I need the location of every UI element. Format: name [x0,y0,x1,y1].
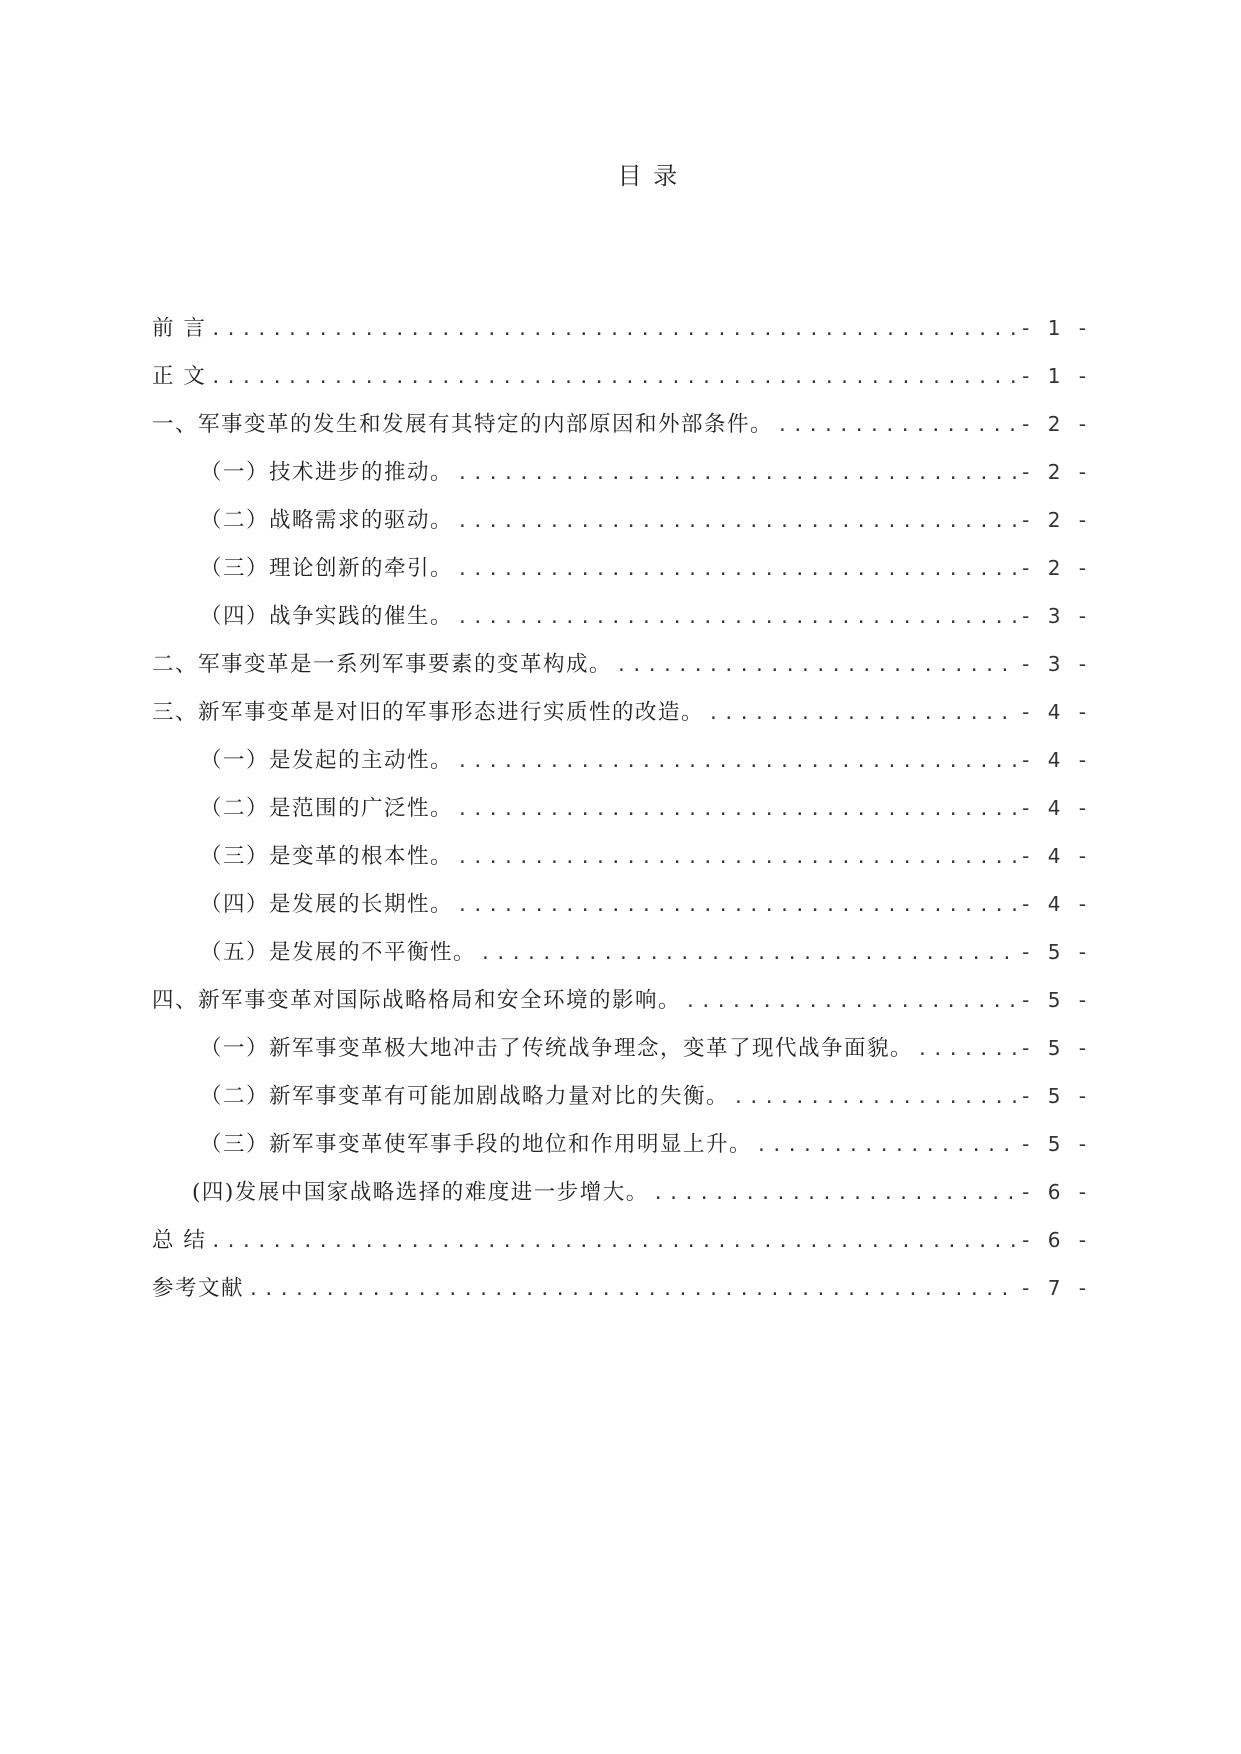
toc-entry-text: 前 言 [152,316,207,341]
dot-leader [457,746,1018,778]
toc-page-number: - 4 - [1022,796,1092,820]
toc-entry-text: 总 结 [152,1228,207,1253]
toc-page-number: - 6 - [1022,1228,1092,1252]
toc-page-number: - 2 - [1022,460,1092,484]
toc-entry-text: (四)发展中国家战略选择的难度进一步增大。 [192,1180,649,1205]
toc-entry[interactable] [152,744,1092,792]
dot-leader [457,794,1018,826]
dot-leader [917,1034,1018,1066]
dot-leader [708,698,1018,730]
toc-page-number: - 2 - [1022,556,1092,580]
toc-entry[interactable] [152,840,1092,888]
dot-leader [756,1130,1018,1162]
toc-page-number: - 4 - [1022,892,1092,916]
toc-entry[interactable] [152,600,1092,648]
toc-page-number: - 3 - [1022,604,1092,628]
toc-entry[interactable] [152,696,1092,744]
toc-entry-text: 三、新军事变革是对旧的军事形态进行实质性的改造。 [152,700,705,725]
toc-page-number: - 5 - [1022,1132,1092,1156]
toc-entry-text: （二）是范围的广泛性。 [200,796,454,821]
dot-leader [457,890,1018,922]
table-of-contents [152,312,1092,1320]
toc-entry-text: （一）新军事变革极大地冲击了传统战争理念，变革了现代战争面貌。 [200,1036,914,1061]
dot-leader [457,458,1018,490]
toc-page-number: - 2 - [1022,508,1092,532]
dot-leader [616,650,1018,682]
toc-entry-text: 二、军事变革是一系列军事要素的变革构成。 [152,652,613,677]
toc-entry[interactable] [152,312,1092,360]
dot-leader [733,1082,1018,1114]
toc-entry[interactable] [152,936,1092,984]
toc-page-number: - 4 - [1022,748,1092,772]
toc-entry-text: （一）技术进步的推动。 [200,460,454,485]
toc-entry-text: （三）理论创新的牵引。 [200,556,454,581]
toc-page-number: - 1 - [1022,364,1092,388]
toc-entry-text: （一）是发起的主动性。 [200,748,454,773]
toc-entry-text: 四、新军事变革对国际战略格局和安全环境的影响。 [152,988,682,1013]
dot-leader [457,842,1018,874]
toc-entry[interactable] [152,888,1092,936]
toc-entry-text: （四）是发展的长期性。 [200,892,454,917]
toc-entry-text: （二）战略需求的驱动。 [200,508,454,533]
toc-page-number: - 7 - [1022,1276,1092,1300]
dot-leader [685,986,1018,1018]
toc-entry[interactable] [152,360,1092,408]
toc-page-number: - 5 - [1022,1084,1092,1108]
toc-entry[interactable] [152,984,1092,1032]
toc-entry[interactable] [152,1272,1092,1320]
toc-entry-text: 正 文 [152,364,207,389]
toc-entry[interactable] [152,1032,1092,1080]
toc-entry-text: （三）新军事变革使军事手段的地位和作用明显上升。 [200,1132,753,1157]
toc-entry-text: 一、军事变革的发生和发展有其特定的内部原因和外部条件。 [152,412,774,437]
dot-leader [210,314,1018,346]
toc-page-number: - 3 - [1022,652,1092,676]
toc-entry-text: 参考文献 [152,1276,245,1301]
toc-page-number: - 5 - [1022,940,1092,964]
toc-entry[interactable] [152,648,1092,696]
toc-page-number: - 1 - [1022,316,1092,340]
toc-title: 目 录 [617,162,680,190]
toc-entry[interactable] [152,1128,1092,1176]
toc-entry-text: （三）是变革的根本性。 [200,844,454,869]
toc-entry[interactable] [152,1224,1092,1272]
toc-entry[interactable] [152,1176,1092,1224]
toc-entry-text: （五）是发展的不平衡性。 [200,940,477,965]
dot-leader [777,410,1018,442]
dot-leader [248,1274,1018,1306]
toc-page-number: - 6 - [1022,1180,1092,1204]
toc-entry[interactable] [152,504,1092,552]
dot-leader [457,602,1018,634]
toc-entry[interactable] [152,792,1092,840]
dot-leader [210,362,1018,394]
toc-page-number: - 4 - [1022,700,1092,724]
dot-leader [457,554,1018,586]
toc-entry-text: （二）新军事变革有可能加剧战略力量对比的失衡。 [200,1084,730,1109]
toc-entry-text: （四）战争实践的催生。 [200,604,454,629]
toc-entry[interactable] [152,408,1092,456]
toc-page-number: - 5 - [1022,1036,1092,1060]
toc-entry[interactable] [152,456,1092,504]
toc-entry[interactable] [152,1080,1092,1128]
toc-page-number: - 2 - [1022,412,1092,436]
dot-leader [210,1226,1018,1258]
toc-page-number: - 5 - [1022,988,1092,1012]
toc-page-number: - 4 - [1022,844,1092,868]
dot-leader [480,938,1018,970]
dot-leader [653,1178,1018,1210]
dot-leader [457,506,1018,538]
toc-entry[interactable] [152,552,1092,600]
